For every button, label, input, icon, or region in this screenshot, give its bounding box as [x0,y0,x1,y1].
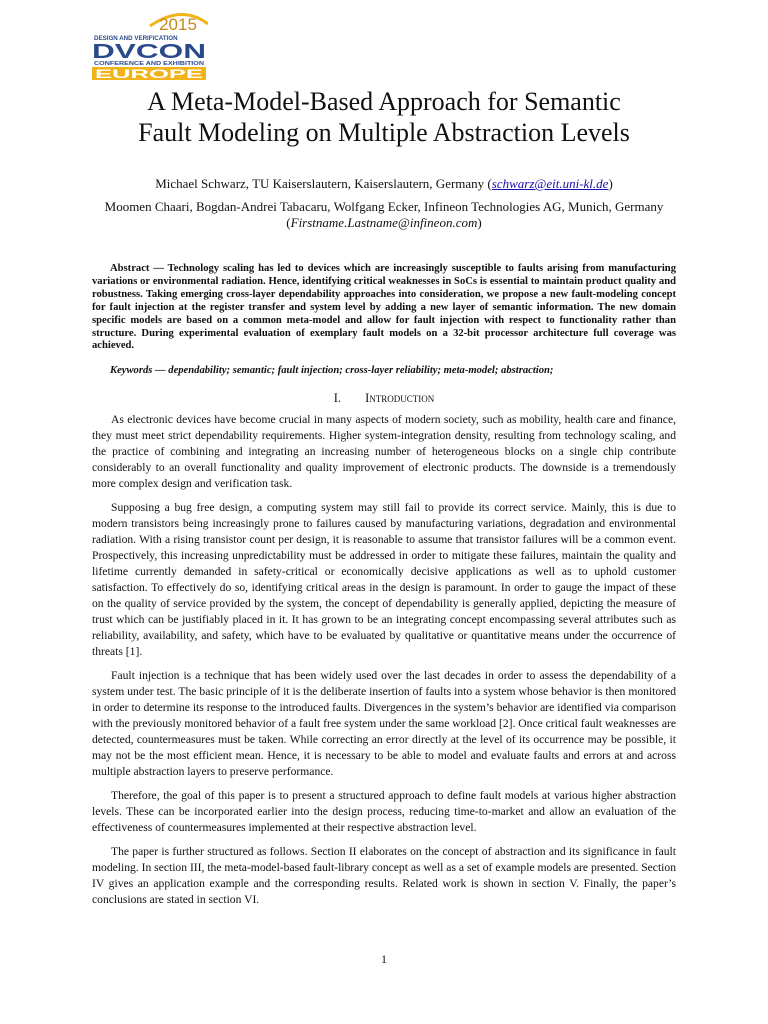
logo-year: 2015 [159,15,197,34]
page-number: 1 [381,952,387,966]
body-paragraph-1: As electronic devices have become crucial in many aspects of modern society, such as mobility, health care and finance, they must meet strict dependability requirements. Higher system-integration density, resulting from technology scaling, and the practice of combining and integrating an increasing number of heterogeneous blocks on a single chip contribute considerably to an overall functionality and quality improvement of electronic products. The downside is a tremendously more complex design and verification task. [92,413,676,490]
body-text [92,412,676,916]
body-paragraph-5: The paper is further structured as follows. Section II elaborates on the concept of abstraction and its significance in fault modeling. In section III, the meta-model-based fault-library concept as well as a set of example models are presented. Section IV gives an application example and the corresponding results. Related work is shown in section V. Finally, the paper’s conclusions are stated in section VI. [92,845,676,906]
logo-subtitle: CONFERENCE AND EXHIBITION [94,61,205,67]
body-paragraph-4: Therefore, the goal of this paper is to present a structured approach to define fault models at various higher abstraction levels. These can be incorporated earlier into the design process, reducing time-to-market and allow an evaluation of the effectiveness of countermeasures implemented at their respective abstraction level. [92,789,676,834]
author-line-2 [92,199,676,231]
author-line-1 [92,176,676,192]
author1-affiliation: Michael Schwarz, TU Kaiserslautern, Kaiserslautern, Germany ( [155,176,492,191]
title-line-1: A Meta-Model-Based Approach for Semantic [147,87,621,116]
section-title: Introduction [365,391,435,405]
author-block [92,176,676,231]
paper-title [92,86,676,148]
logo-tagline: DESIGN AND VERIFICATION [94,35,178,42]
title-line-2: Fault Modeling on Multiple Abstraction Levels [138,118,630,147]
dvcon-europe-logo [92,10,208,80]
body-paragraph-2: Supposing a bug free design, a computing system may still fail to provide its correct service. Mainly, this is due to modern transistors being increasingly prone to failures caused by manufacturing variations, degradation and environmental radiation. With a rising transistor count per design, it is reasonable to assume that transistor failures will be a common event. Prospectively, this increasing unpredictability must be addressed in order to mitigate these failures, maintain the quality and lifetime currently demanded in safety-critical or economically decisive applications as well as to uphold customer satisfaction. To effectively do so, identifying critical areas in the design is paramount. In order to gauge the impact of these on the quality of service provided by the system, the concept of dependability is generally applied, depicting the measure of trust which can be justifiably placed in it. It has grown to be an integrating concept encompassing several attributes such as reliability, availability, and safety, which have to be evaluated by qualitative or quantitative means under the occurrence of threats [1]. [92,501,676,658]
section-heading-introduction [92,390,676,406]
body-paragraph-3: Fault injection is a technique that has been widely used over the last decades in order to assess the dependability of a system under test. The basic principle of it is the deliberate insertion of faults into a system whose behavior is then monitored in order to determine its response to the introduced faults. Divergences in the system’s behavior are identified via comparison with the previously monitored behavior of a fault free system under the same workload [2]. Once critical fault weaknesses are detected, countermeasures must be taken. While correcting an error directly at the level of its occurrence may be possible, it may not be the most efficient mean. Hence, it is necessary to be able to model and evaluate faults and errors at and across multiple abstraction layers to preserve performance. [92,669,676,778]
dvcon-logo-graphic [92,10,208,80]
author2-email: Firstname.Lastname@infineon.com [290,215,478,230]
keywords: Keywords — dependability; semantic; fault injection; cross-layer reliability; meta-model; abstraction; [110,365,554,376]
logo-brand: DVCON [92,41,206,63]
author1-close-paren: ) [608,176,613,191]
author1-email-link[interactable]: schwarz@eit.uni-kl.de [491,176,609,191]
author2-affiliation: Moomen Chaari, Bogdan-Andrei Tabacaru, Wolfgang Ecker, Infineon Technologies AG, Munich, Germany ( [104,199,664,230]
section-number: I. [333,391,342,405]
abstract: Abstract — Technology scaling has led to devices which are increasingly susceptible to faults arising from manufacturing variations or environmental radiation. Hence, identifying critical weaknesses in SoCs is essential to maintain product quality and robustness. Taking emerging cross-layer dependability approaches into consideration, we propose a new fault-modeling concept for fault injection at the register transfer and system level by adding a new layer of semantic information. The new domain specific models are based on a common meta-model and allow for fault injection with respect to functionality rather than structure. During experimental evaluation of exemplary fault models on a 32-bit processor architecture full coverage was achieved. [92,263,676,352]
author2-close-paren: ) [477,215,482,230]
logo-region: EUROPE [95,67,203,80]
